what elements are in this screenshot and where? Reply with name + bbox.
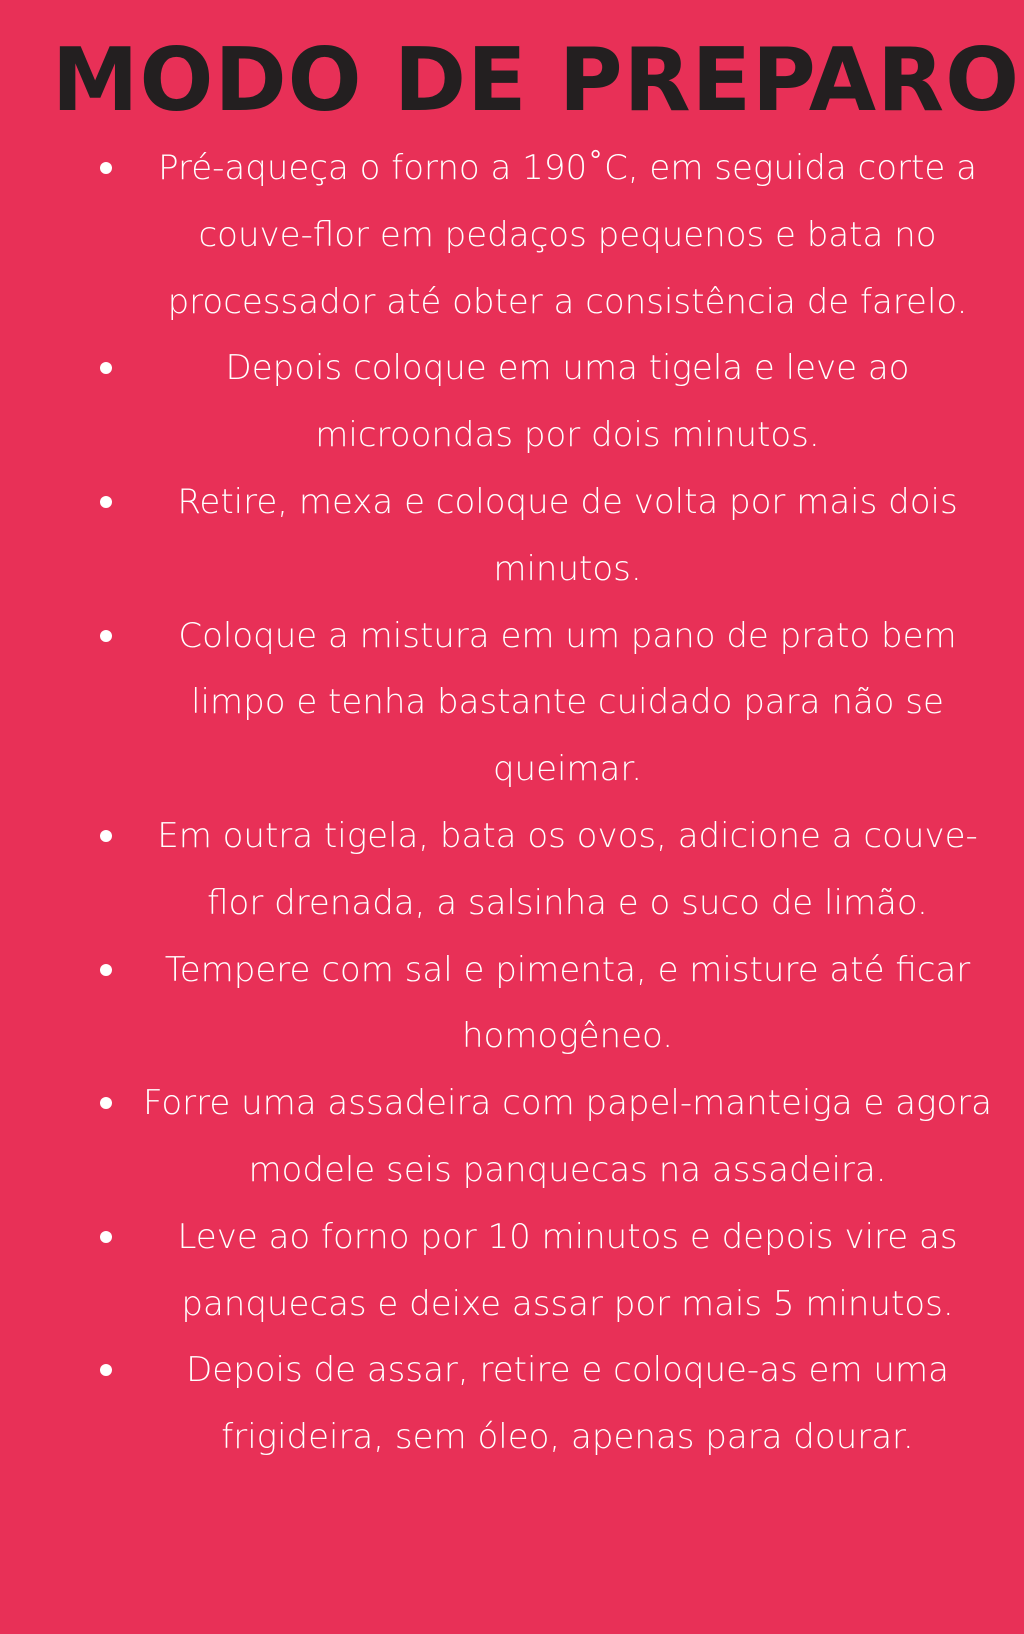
step-text: Em outra tigela, bata os ovos, adicione a couve-flor drenada, a salsinha e o suco de limão. xyxy=(157,815,978,923)
bullet-icon xyxy=(100,830,112,842)
step-text: Depois coloque em uma tigela e leve ao microondas por dois minutos. xyxy=(225,348,910,456)
bullet-icon xyxy=(100,362,112,374)
step-text: Depois de assar, retire e coloque-as em uma frigideira, sem óleo, apenas para dourar. xyxy=(186,1350,949,1458)
list-item xyxy=(95,335,995,469)
list-item xyxy=(95,1204,995,1338)
bullet-icon xyxy=(100,1097,112,1109)
bullet-icon xyxy=(100,964,112,976)
bullet-icon xyxy=(100,630,112,642)
bullet-icon xyxy=(100,1364,112,1376)
page-title: MODO DE PREPARO xyxy=(51,29,1021,131)
bullet-icon xyxy=(100,1231,112,1243)
step-text: Retire, mexa e coloque de volta por mais dois minutos. xyxy=(177,481,958,589)
step-text: Forre uma assadeira com papel-manteiga e agora modele seis panquecas na assadeira. xyxy=(143,1083,992,1190)
step-text: Leve ao forno por 10 minutos e depois vire as panquecas e deixe assar por mais 5 minutos. xyxy=(177,1216,958,1324)
step-text: Coloque a mistura em um pano de prato bem limpo e tenha bastante cuidado para não se queimar. xyxy=(178,615,957,790)
bullet-icon xyxy=(100,162,112,174)
step-text: Tempere com sal e pimenta, e misture até ficar homogêneo. xyxy=(164,949,971,1057)
list-item xyxy=(95,1337,995,1471)
list-item xyxy=(95,469,995,603)
list-item xyxy=(95,937,995,1071)
steps-list xyxy=(95,135,995,1471)
bullet-icon xyxy=(100,496,112,508)
step-text: Pré-aqueça o forno a 190˚C, em seguida corte a couve-flor em pedaços pequenos e bata no processador até obter a consistência de farelo. xyxy=(158,148,977,322)
list-item xyxy=(95,603,995,803)
list-item xyxy=(95,135,995,335)
list-item xyxy=(95,803,995,937)
list-item xyxy=(95,1070,995,1204)
